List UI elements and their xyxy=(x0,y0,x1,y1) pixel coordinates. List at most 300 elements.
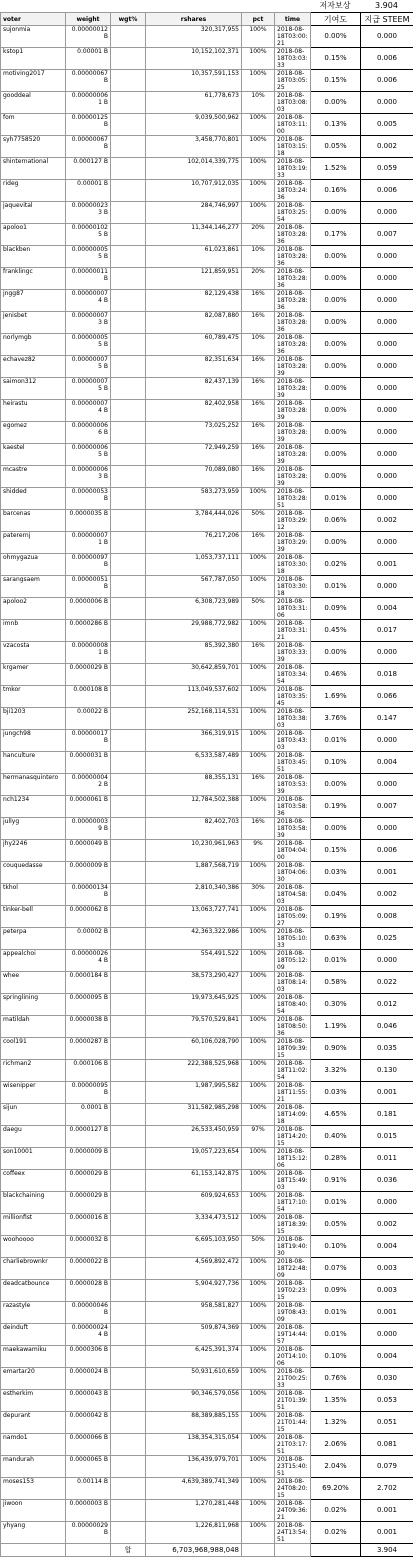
cell-contrib: 0.06% xyxy=(311,510,361,532)
cell-voter: richman2 xyxy=(1,1060,66,1082)
cell-time: 2018-08-18T08:50:36 xyxy=(275,1016,311,1038)
cell-contrib: 0.04% xyxy=(311,884,361,906)
voter-table xyxy=(0,12,413,1557)
cell-rshares: 10,357,591,153 xyxy=(146,70,242,92)
cell-rshares: 10,152,102,371 xyxy=(146,48,242,70)
cell-pct: 100% xyxy=(242,1522,275,1544)
cell-pct: 100% xyxy=(242,994,275,1016)
table-row xyxy=(1,1390,413,1412)
cell-steem: 0.008 xyxy=(361,906,413,928)
cell-weight: 0.00000102 5 B xyxy=(66,224,111,246)
cell-wgt xyxy=(111,1214,146,1236)
cell-pct: 100% xyxy=(242,1368,275,1390)
cell-steem: 0.000 xyxy=(361,422,413,444)
cell-rshares: 1,987,995,582 xyxy=(146,1082,242,1104)
cell-weight: 0.0000065 B xyxy=(66,1456,111,1478)
cell-time: 2018-08-18T03:00:21 xyxy=(275,26,311,48)
cell-weight: 0.00000026 4 B xyxy=(66,950,111,972)
cell-pct: 100% xyxy=(242,664,275,686)
cell-voter: echavez82 xyxy=(1,356,66,378)
cell-wgt xyxy=(111,1060,146,1082)
total-empty-time xyxy=(275,1544,311,1557)
cell-contrib: 0.00% xyxy=(311,92,361,114)
cell-wgt xyxy=(111,400,146,422)
cell-wgt xyxy=(111,378,146,400)
cell-voter: razastyle xyxy=(1,1302,66,1324)
cell-pct: 100% xyxy=(242,950,275,972)
table-row xyxy=(1,378,413,400)
cell-rshares: 30,642,859,701 xyxy=(146,664,242,686)
cell-pct: 97% xyxy=(242,1126,275,1148)
cell-time: 2018-08-18T05:09:27 xyxy=(275,906,311,928)
cell-rshares: 42,363,322,986 xyxy=(146,928,242,950)
cell-weight: 0.00000008 1 B xyxy=(66,642,111,664)
table-row xyxy=(1,444,413,466)
cell-steem: 0.000 xyxy=(361,378,413,400)
cell-wgt xyxy=(111,1500,146,1522)
cell-weight: 0.00000134 B xyxy=(66,884,111,906)
cell-time: 2018-08-18T03:30:18 xyxy=(275,576,311,598)
cell-pct: 100% xyxy=(242,1478,275,1500)
cell-weight: 0.0000306 B xyxy=(66,1346,111,1368)
cell-rshares: 10,230,961,963 xyxy=(146,840,242,862)
cell-steem: 0.000 xyxy=(361,950,413,972)
cell-contrib: 0.00% xyxy=(311,642,361,664)
cell-wgt xyxy=(111,1104,146,1126)
cell-rshares: 82,351,634 xyxy=(146,356,242,378)
cell-contrib: 0.00% xyxy=(311,532,361,554)
cell-pct: 100% xyxy=(242,26,275,48)
table-row xyxy=(1,730,413,752)
table-row xyxy=(1,994,413,1016)
cell-wgt xyxy=(111,730,146,752)
cell-pct: 16% xyxy=(242,400,275,422)
table-row xyxy=(1,796,413,818)
table-row xyxy=(1,840,413,862)
cell-voter: yhyang xyxy=(1,1522,66,1544)
cell-weight: 0.0000095 B xyxy=(66,994,111,1016)
cell-rshares: 1,226,811,968 xyxy=(146,1522,242,1544)
cell-contrib: 0.01% xyxy=(311,488,361,510)
cell-rshares: 320,317,955 xyxy=(146,26,242,48)
total-steem: 3.904 xyxy=(361,1544,413,1557)
cell-weight: 0.0000286 B xyxy=(66,620,111,642)
cell-weight: 0.00000007 5 B xyxy=(66,378,111,400)
cell-weight: 0.0000049 B xyxy=(66,840,111,862)
cell-wgt xyxy=(111,488,146,510)
cell-steem: 0.006 xyxy=(361,70,413,92)
cell-time: 2018-08-18T03:03:33 xyxy=(275,48,311,70)
table-row xyxy=(1,26,413,48)
cell-weight: 0.00000125 B xyxy=(66,114,111,136)
table-row xyxy=(1,400,413,422)
cell-time: 2018-08-18T03:28:39 xyxy=(275,356,311,378)
cell-steem: 0.004 xyxy=(361,752,413,774)
cell-wgt xyxy=(111,510,146,532)
cell-time: 2018-08-18T04:04:00 xyxy=(275,840,311,862)
cell-steem: 0.000 xyxy=(361,818,413,840)
cell-steem: 0.130 xyxy=(361,1060,413,1082)
cell-pct: 100% xyxy=(242,488,275,510)
cell-wgt xyxy=(111,1170,146,1192)
cell-time: 2018-08-18T09:39:15 xyxy=(275,1038,311,1060)
cell-rshares: 138,354,315,054 xyxy=(146,1434,242,1456)
cell-steem: 0.002 xyxy=(361,510,413,532)
cell-steem: 0.000 xyxy=(361,532,413,554)
cell-voter: jngg87 xyxy=(1,290,66,312)
cell-voter: rideg xyxy=(1,180,66,202)
cell-steem: 0.022 xyxy=(361,972,413,994)
table-body xyxy=(1,26,413,1544)
cell-weight: 0.0000003 B xyxy=(66,1500,111,1522)
cell-time: 2018-08-18T05:10:33 xyxy=(275,928,311,950)
table-row xyxy=(1,774,413,796)
cell-time: 2018-08-18T03:08:03 xyxy=(275,92,311,114)
header-contrib: 기여도 xyxy=(311,13,361,26)
cell-weight: 0.0000184 B xyxy=(66,972,111,994)
cell-rshares: 6,308,723,989 xyxy=(146,598,242,620)
cell-time: 2018-08-18T03:31:06 xyxy=(275,598,311,620)
cell-steem: 0.006 xyxy=(361,180,413,202)
cell-voter: namdo1 xyxy=(1,1434,66,1456)
cell-pct: 16% xyxy=(242,312,275,334)
cell-contrib: 0.19% xyxy=(311,796,361,818)
cell-pct: 50% xyxy=(242,1236,275,1258)
cell-pct: 16% xyxy=(242,444,275,466)
cell-pct: 100% xyxy=(242,1214,275,1236)
cell-wgt xyxy=(111,136,146,158)
cell-time: 2018-08-18T03:19:33 xyxy=(275,158,311,180)
cell-pct: 50% xyxy=(242,510,275,532)
cell-steem: 0.006 xyxy=(361,48,413,70)
cell-pct: 100% xyxy=(242,114,275,136)
cell-contrib: 1.32% xyxy=(311,1412,361,1434)
cell-time: 2018-08-18T14:09:18 xyxy=(275,1104,311,1126)
cell-pct: 100% xyxy=(242,906,275,928)
table-row xyxy=(1,1236,413,1258)
cell-wgt xyxy=(111,1346,146,1368)
cell-time: 2018-08-21T01:44:15 xyxy=(275,1412,311,1434)
cell-wgt xyxy=(111,1456,146,1478)
cell-rshares: 136,439,979,701 xyxy=(146,1456,242,1478)
cell-voter: paterernj xyxy=(1,532,66,554)
cell-rshares: 50,931,610,659 xyxy=(146,1368,242,1390)
cell-steem: 0.000 xyxy=(361,1324,413,1346)
cell-rshares: 60,106,028,790 xyxy=(146,1038,242,1060)
cell-contrib: 4.65% xyxy=(311,1104,361,1126)
cell-voter: tkhol xyxy=(1,884,66,906)
cell-steem: 0.012 xyxy=(361,994,413,1016)
cell-weight: 0.00000006 5 B xyxy=(66,444,111,466)
cell-time: 2018-08-18T03:58:39 xyxy=(275,818,311,840)
cell-weight: 0.00000053 B xyxy=(66,488,111,510)
cell-steem: 0.066 xyxy=(361,686,413,708)
table-row xyxy=(1,356,413,378)
cell-pct: 100% xyxy=(242,972,275,994)
table-row xyxy=(1,290,413,312)
cell-rshares: 82,129,438 xyxy=(146,290,242,312)
cell-contrib: 0.15% xyxy=(311,48,361,70)
cell-contrib: 0.91% xyxy=(311,1170,361,1192)
cell-voter: syh7758520 xyxy=(1,136,66,158)
cell-weight: 0.0000006 B xyxy=(66,598,111,620)
cell-pct: 100% xyxy=(242,202,275,224)
table-row xyxy=(1,1258,413,1280)
cell-contrib: 3.76% xyxy=(311,708,361,730)
cell-time: 2018-08-18T11:55:21 xyxy=(275,1082,311,1104)
cell-steem: 0.000 xyxy=(361,466,413,488)
cell-contrib: 0.02% xyxy=(311,554,361,576)
cell-voter: bji1203 xyxy=(1,708,66,730)
cell-wgt xyxy=(111,1412,146,1434)
table-row xyxy=(1,686,413,708)
cell-rshares: 82,437,139 xyxy=(146,378,242,400)
cell-steem: 0.007 xyxy=(361,224,413,246)
cell-rshares: 61,023,861 xyxy=(146,246,242,268)
cell-voter: appealchoi xyxy=(1,950,66,972)
cell-voter: heirastu xyxy=(1,400,66,422)
cell-time: 2018-08-18T03:33:39 xyxy=(275,642,311,664)
cell-steem: 0.000 xyxy=(361,334,413,356)
cell-weight: 0.00000006 1 B xyxy=(66,92,111,114)
total-rshares: 6,703,968,988,048 xyxy=(146,1544,242,1557)
cell-weight: 0.00000095 B xyxy=(66,1082,111,1104)
cell-wgt xyxy=(111,928,146,950)
cell-wgt xyxy=(111,774,146,796)
cell-pct: 16% xyxy=(242,818,275,840)
table-row xyxy=(1,664,413,686)
cell-pct: 100% xyxy=(242,1016,275,1038)
cell-pct: 20% xyxy=(242,268,275,290)
cell-rshares: 60,789,475 xyxy=(146,334,242,356)
cell-pct: 9% xyxy=(242,840,275,862)
cell-wgt xyxy=(111,246,146,268)
table-row xyxy=(1,510,413,532)
cell-steem: 0.000 xyxy=(361,356,413,378)
table-row xyxy=(1,972,413,994)
cell-time: 2018-08-18T03:45:51 xyxy=(275,752,311,774)
cell-contrib: 0.10% xyxy=(311,1236,361,1258)
cell-rshares: 1,053,737,111 xyxy=(146,554,242,576)
cell-wgt xyxy=(111,268,146,290)
cell-weight: 0.00000007 5 B xyxy=(66,356,111,378)
cell-wgt xyxy=(111,686,146,708)
table-row xyxy=(1,1148,413,1170)
cell-voter: kstop1 xyxy=(1,48,66,70)
header-time: time xyxy=(275,13,311,26)
cell-time: 2018-08-18T03:28:51 xyxy=(275,488,311,510)
cell-rshares: 11,344,146,277 xyxy=(146,224,242,246)
cell-contrib: 2.06% xyxy=(311,1434,361,1456)
cell-steem: 0.000 xyxy=(361,92,413,114)
header-weight: weight xyxy=(66,13,111,26)
cell-steem: 0.001 xyxy=(361,1082,413,1104)
cell-contrib: 69.20% xyxy=(311,1478,361,1500)
cell-voter: nch1234 xyxy=(1,796,66,818)
cell-time: 2018-08-18T22:48:09 xyxy=(275,1258,311,1280)
cell-wgt xyxy=(111,1236,146,1258)
cell-contrib: 0.10% xyxy=(311,1346,361,1368)
cell-weight: 0.00000005 5 B xyxy=(66,334,111,356)
cell-weight: 0.000106 B xyxy=(66,1060,111,1082)
cell-pct: 100% xyxy=(242,180,275,202)
cell-contrib: 0.00% xyxy=(311,466,361,488)
cell-wgt xyxy=(111,26,146,48)
cell-rshares: 73,025,252 xyxy=(146,422,242,444)
cell-contrib: 0.09% xyxy=(311,1280,361,1302)
cell-voter: ohmygazua xyxy=(1,554,66,576)
cell-wgt xyxy=(111,1324,146,1346)
table-row xyxy=(1,180,413,202)
cell-voter: emartar20 xyxy=(1,1368,66,1390)
cell-contrib: 0.10% xyxy=(311,752,361,774)
cell-wgt xyxy=(111,1192,146,1214)
cell-rshares: 19,973,645,925 xyxy=(146,994,242,1016)
cell-time: 2018-08-18T08:40:54 xyxy=(275,994,311,1016)
cell-rshares: 4,569,892,472 xyxy=(146,1258,242,1280)
cell-steem: 0.000 xyxy=(361,774,413,796)
cell-contrib: 0.07% xyxy=(311,1258,361,1280)
header-wgt: wgt% xyxy=(111,13,146,26)
cell-contrib: 1.35% xyxy=(311,1390,361,1412)
cell-pct: 100% xyxy=(242,1170,275,1192)
cell-contrib: 0.01% xyxy=(311,730,361,752)
cell-contrib: 0.00% xyxy=(311,356,361,378)
cell-voter: egomez xyxy=(1,422,66,444)
cell-contrib: 0.00% xyxy=(311,334,361,356)
cell-voter: charliebrownkr xyxy=(1,1258,66,1280)
cell-steem: 0.001 xyxy=(361,1500,413,1522)
cell-wgt xyxy=(111,708,146,730)
cell-rshares: 38,573,290,427 xyxy=(146,972,242,994)
cell-contrib: 0.09% xyxy=(311,598,361,620)
table-row xyxy=(1,950,413,972)
cell-weight: 0.00114 B xyxy=(66,1478,111,1500)
cell-voter: millionfist xyxy=(1,1214,66,1236)
cell-time: 2018-08-18T03:38:03 xyxy=(275,708,311,730)
cell-steem: 0.002 xyxy=(361,1214,413,1236)
cell-time: 2018-08-18T03:28:39 xyxy=(275,466,311,488)
cell-weight: 0.00000051 B xyxy=(66,576,111,598)
cell-weight: 0.00000029 B xyxy=(66,1522,111,1544)
table-row xyxy=(1,1038,413,1060)
cell-pct: 100% xyxy=(242,1390,275,1412)
cell-steem: 0.000 xyxy=(361,400,413,422)
cell-contrib: 0.13% xyxy=(311,114,361,136)
cell-pct: 16% xyxy=(242,356,275,378)
cell-pct: 100% xyxy=(242,158,275,180)
cell-weight: 0.0001 B xyxy=(66,1104,111,1126)
cell-time: 2018-08-18T03:28:39 xyxy=(275,378,311,400)
cell-pct: 100% xyxy=(242,136,275,158)
cell-pct: 100% xyxy=(242,1324,275,1346)
cell-time: 2018-08-19T08:43:09 xyxy=(275,1302,311,1324)
cell-wgt xyxy=(111,752,146,774)
cell-steem: 0.004 xyxy=(361,598,413,620)
total-empty-weight xyxy=(66,1544,111,1557)
cell-time: 2018-08-18T03:25:54 xyxy=(275,202,311,224)
cell-steem: 0.002 xyxy=(361,884,413,906)
table-row xyxy=(1,1478,413,1500)
table-row xyxy=(1,1368,413,1390)
cell-pct: 16% xyxy=(242,642,275,664)
cell-rshares: 554,491,522 xyxy=(146,950,242,972)
cell-time: 2018-08-21T03:17:51 xyxy=(275,1434,311,1456)
cell-rshares: 61,153,142,875 xyxy=(146,1170,242,1192)
cell-steem: 0.002 xyxy=(361,136,413,158)
cell-wgt xyxy=(111,1038,146,1060)
cell-weight: 0.0000066 B xyxy=(66,1434,111,1456)
cell-weight: 0.000108 B xyxy=(66,686,111,708)
table-row xyxy=(1,136,413,158)
cell-contrib: 0.02% xyxy=(311,1500,361,1522)
cell-wgt xyxy=(111,1522,146,1544)
cell-weight: 0.00000007 3 B xyxy=(66,312,111,334)
cell-time: 2018-08-18T03:35:45 xyxy=(275,686,311,708)
cell-rshares: 311,582,985,298 xyxy=(146,1104,242,1126)
cell-wgt xyxy=(111,796,146,818)
cell-time: 2018-08-20T14:10:06 xyxy=(275,1346,311,1368)
cell-steem: 0.000 xyxy=(361,202,413,224)
cell-steem: 0.081 xyxy=(361,1434,413,1456)
cell-time: 2018-08-24T08:20:15 xyxy=(275,1478,311,1500)
table-row xyxy=(1,48,413,70)
cell-contrib: 0.15% xyxy=(311,70,361,92)
cell-contrib: 0.01% xyxy=(311,1324,361,1346)
cell-contrib: 1.52% xyxy=(311,158,361,180)
table-row xyxy=(1,708,413,730)
cell-voter: jenisbet xyxy=(1,312,66,334)
table-row xyxy=(1,1500,413,1522)
table-row xyxy=(1,1170,413,1192)
table-row xyxy=(1,268,413,290)
table-row xyxy=(1,1434,413,1456)
cell-voter: mandurah xyxy=(1,1456,66,1478)
table-row xyxy=(1,818,413,840)
cell-wgt xyxy=(111,334,146,356)
cell-pct: 10% xyxy=(242,334,275,356)
cell-steem: 0.004 xyxy=(361,1346,413,1368)
table-row xyxy=(1,1214,413,1236)
cell-time: 2018-08-18T18:39:15 xyxy=(275,1214,311,1236)
cell-rshares: 3,458,770,801 xyxy=(146,136,242,158)
cell-wgt xyxy=(111,840,146,862)
total-label: 합 xyxy=(111,1544,146,1557)
cell-steem: 2.702 xyxy=(361,1478,413,1500)
cell-pct: 100% xyxy=(242,48,275,70)
cell-pct: 100% xyxy=(242,1148,275,1170)
author-reward-label: 저자보상 xyxy=(310,0,360,12)
cell-wgt xyxy=(111,180,146,202)
cell-contrib: 0.46% xyxy=(311,664,361,686)
cell-time: 2018-08-21T01:39:51 xyxy=(275,1390,311,1412)
cell-voter: coffeex xyxy=(1,1170,66,1192)
cell-steem: 0.000 xyxy=(361,312,413,334)
cell-rshares: 9,039,500,962 xyxy=(146,114,242,136)
cell-voter: imnb xyxy=(1,620,66,642)
cell-voter: saimon312 xyxy=(1,378,66,400)
cell-pct: 16% xyxy=(242,774,275,796)
cell-time: 2018-08-18T03:15:18 xyxy=(275,136,311,158)
cell-weight: 0.00000046 B xyxy=(66,1302,111,1324)
cell-wgt xyxy=(111,70,146,92)
table-row xyxy=(1,906,413,928)
cell-weight: 0.00000005 5 B xyxy=(66,246,111,268)
cell-contrib: 1.69% xyxy=(311,686,361,708)
table-row xyxy=(1,576,413,598)
table-row xyxy=(1,1302,413,1324)
cell-weight: 0.0000035 B xyxy=(66,510,111,532)
